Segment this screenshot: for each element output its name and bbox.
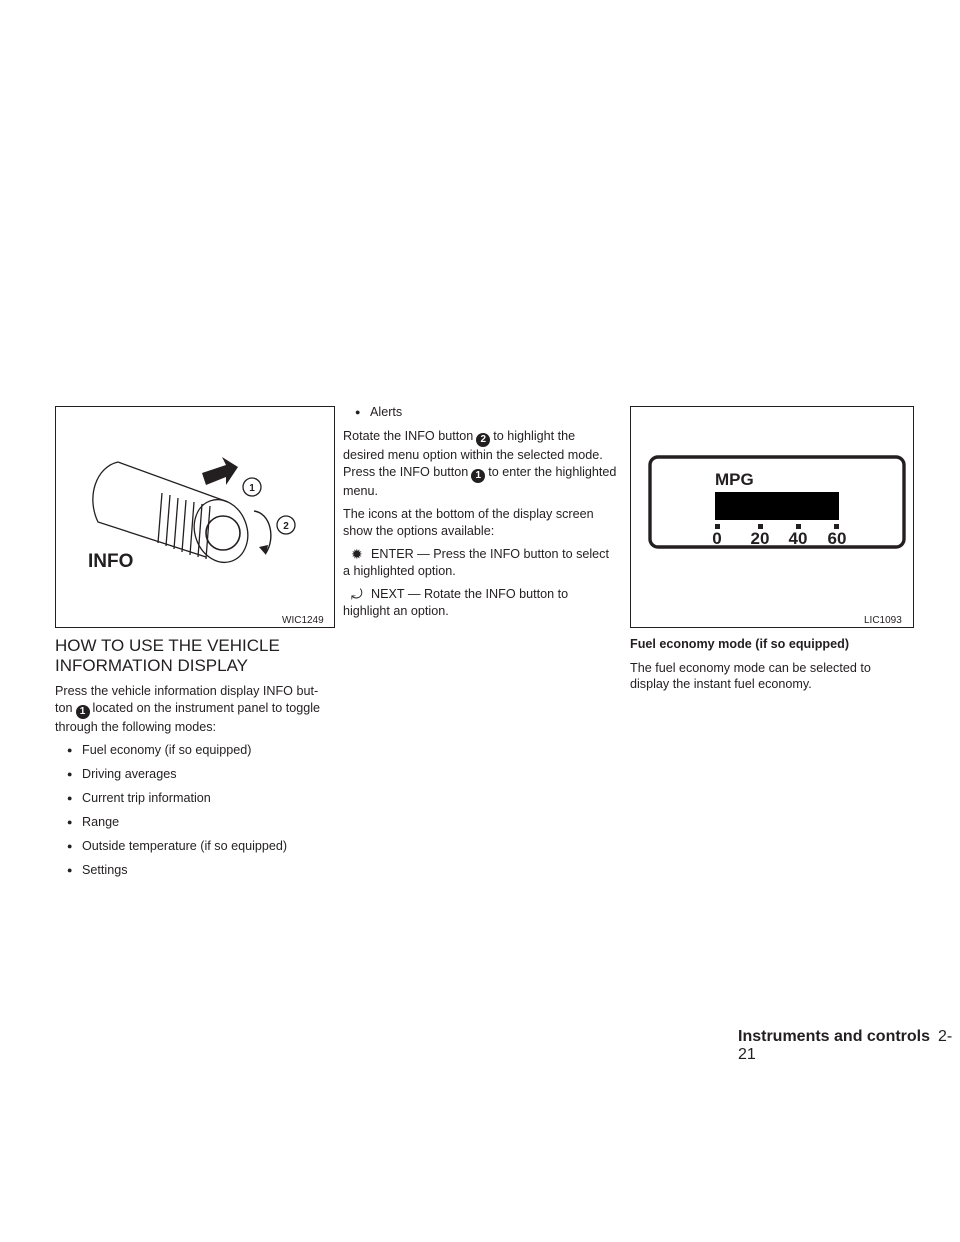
enter-option: ✹ ENTER — Press the INFO button to select a highlighted option. — [343, 546, 609, 578]
fuel-economy-heading: Fuel economy mode (if so equipped) — [630, 637, 850, 651]
modes-list — [55, 742, 335, 879]
intro-paragraph: Press the vehicle information display INFO but- ton 1 located on the instrument panel to toggle through the following modes: — [55, 684, 321, 734]
column-2 — [343, 404, 617, 626]
mpg-label: MPG — [715, 470, 754, 489]
scale-tick-label: 60 — [827, 529, 847, 548]
callout-badge-1: 1 — [471, 469, 485, 483]
mpg-display-illustration — [631, 407, 913, 627]
rotate-paragraph: Rotate the INFO button 2 to highlight the desired menu option within the selected mode. Press the INFO button 1 to enter the highlighted menu. — [343, 429, 617, 498]
list-item: ● Driving averages — [67, 766, 335, 783]
section-title-line2: INFORMATION DISPLAY — [55, 656, 249, 675]
list-item: ● Range — [67, 814, 335, 831]
list-item: ● Current trip information — [67, 790, 335, 807]
mpg-bar — [715, 492, 839, 520]
fuel-economy-text: The fuel economy mode can be selected to display the instant fuel economy. — [630, 660, 871, 691]
page-footer — [738, 1028, 960, 1064]
list-item: ● Outside temperature (if so equipped) — [67, 838, 335, 855]
icons-paragraph: The icons at the bottom of the display screen show the options available: — [343, 507, 594, 538]
callout-2: 2 — [283, 521, 289, 532]
scale-tick-label: 0 — [712, 529, 722, 548]
next-option: ⤾ NEXT — Rotate the INFO button to highlight an option. — [343, 586, 569, 618]
list-item: ● Alerts — [355, 404, 617, 421]
footer-section: Instruments and controls — [738, 1028, 931, 1045]
arrow-icon — [202, 457, 238, 485]
scale-tick-label: 20 — [750, 529, 770, 548]
section-title — [55, 636, 280, 676]
column-3 — [630, 636, 912, 700]
next-icon: ⤾ — [351, 586, 363, 602]
info-knob-figure — [55, 406, 335, 628]
callout-1: 1 — [249, 483, 255, 494]
alerts-list — [343, 404, 617, 421]
info-label: INFO — [88, 551, 134, 572]
callout-badge-2: 2 — [476, 433, 490, 447]
scale-tick-label: 40 — [788, 529, 808, 548]
list-item: ● Settings — [67, 862, 335, 879]
column-1 — [55, 683, 335, 886]
section-title-line1: HOW TO USE THE VEHICLE — [55, 636, 280, 655]
info-knob-illustration — [56, 407, 334, 627]
figure-code-wic1249: WIC1249 — [282, 615, 324, 626]
page-number: 2-21 — [738, 1028, 953, 1063]
list-item: ● Fuel economy (if so equipped) — [67, 742, 335, 759]
mpg-display-figure — [630, 406, 914, 628]
callout-badge-1: 1 — [76, 705, 90, 719]
enter-icon: ✹ — [351, 546, 363, 562]
figure-code-lic1093: LIC1093 — [864, 615, 902, 626]
